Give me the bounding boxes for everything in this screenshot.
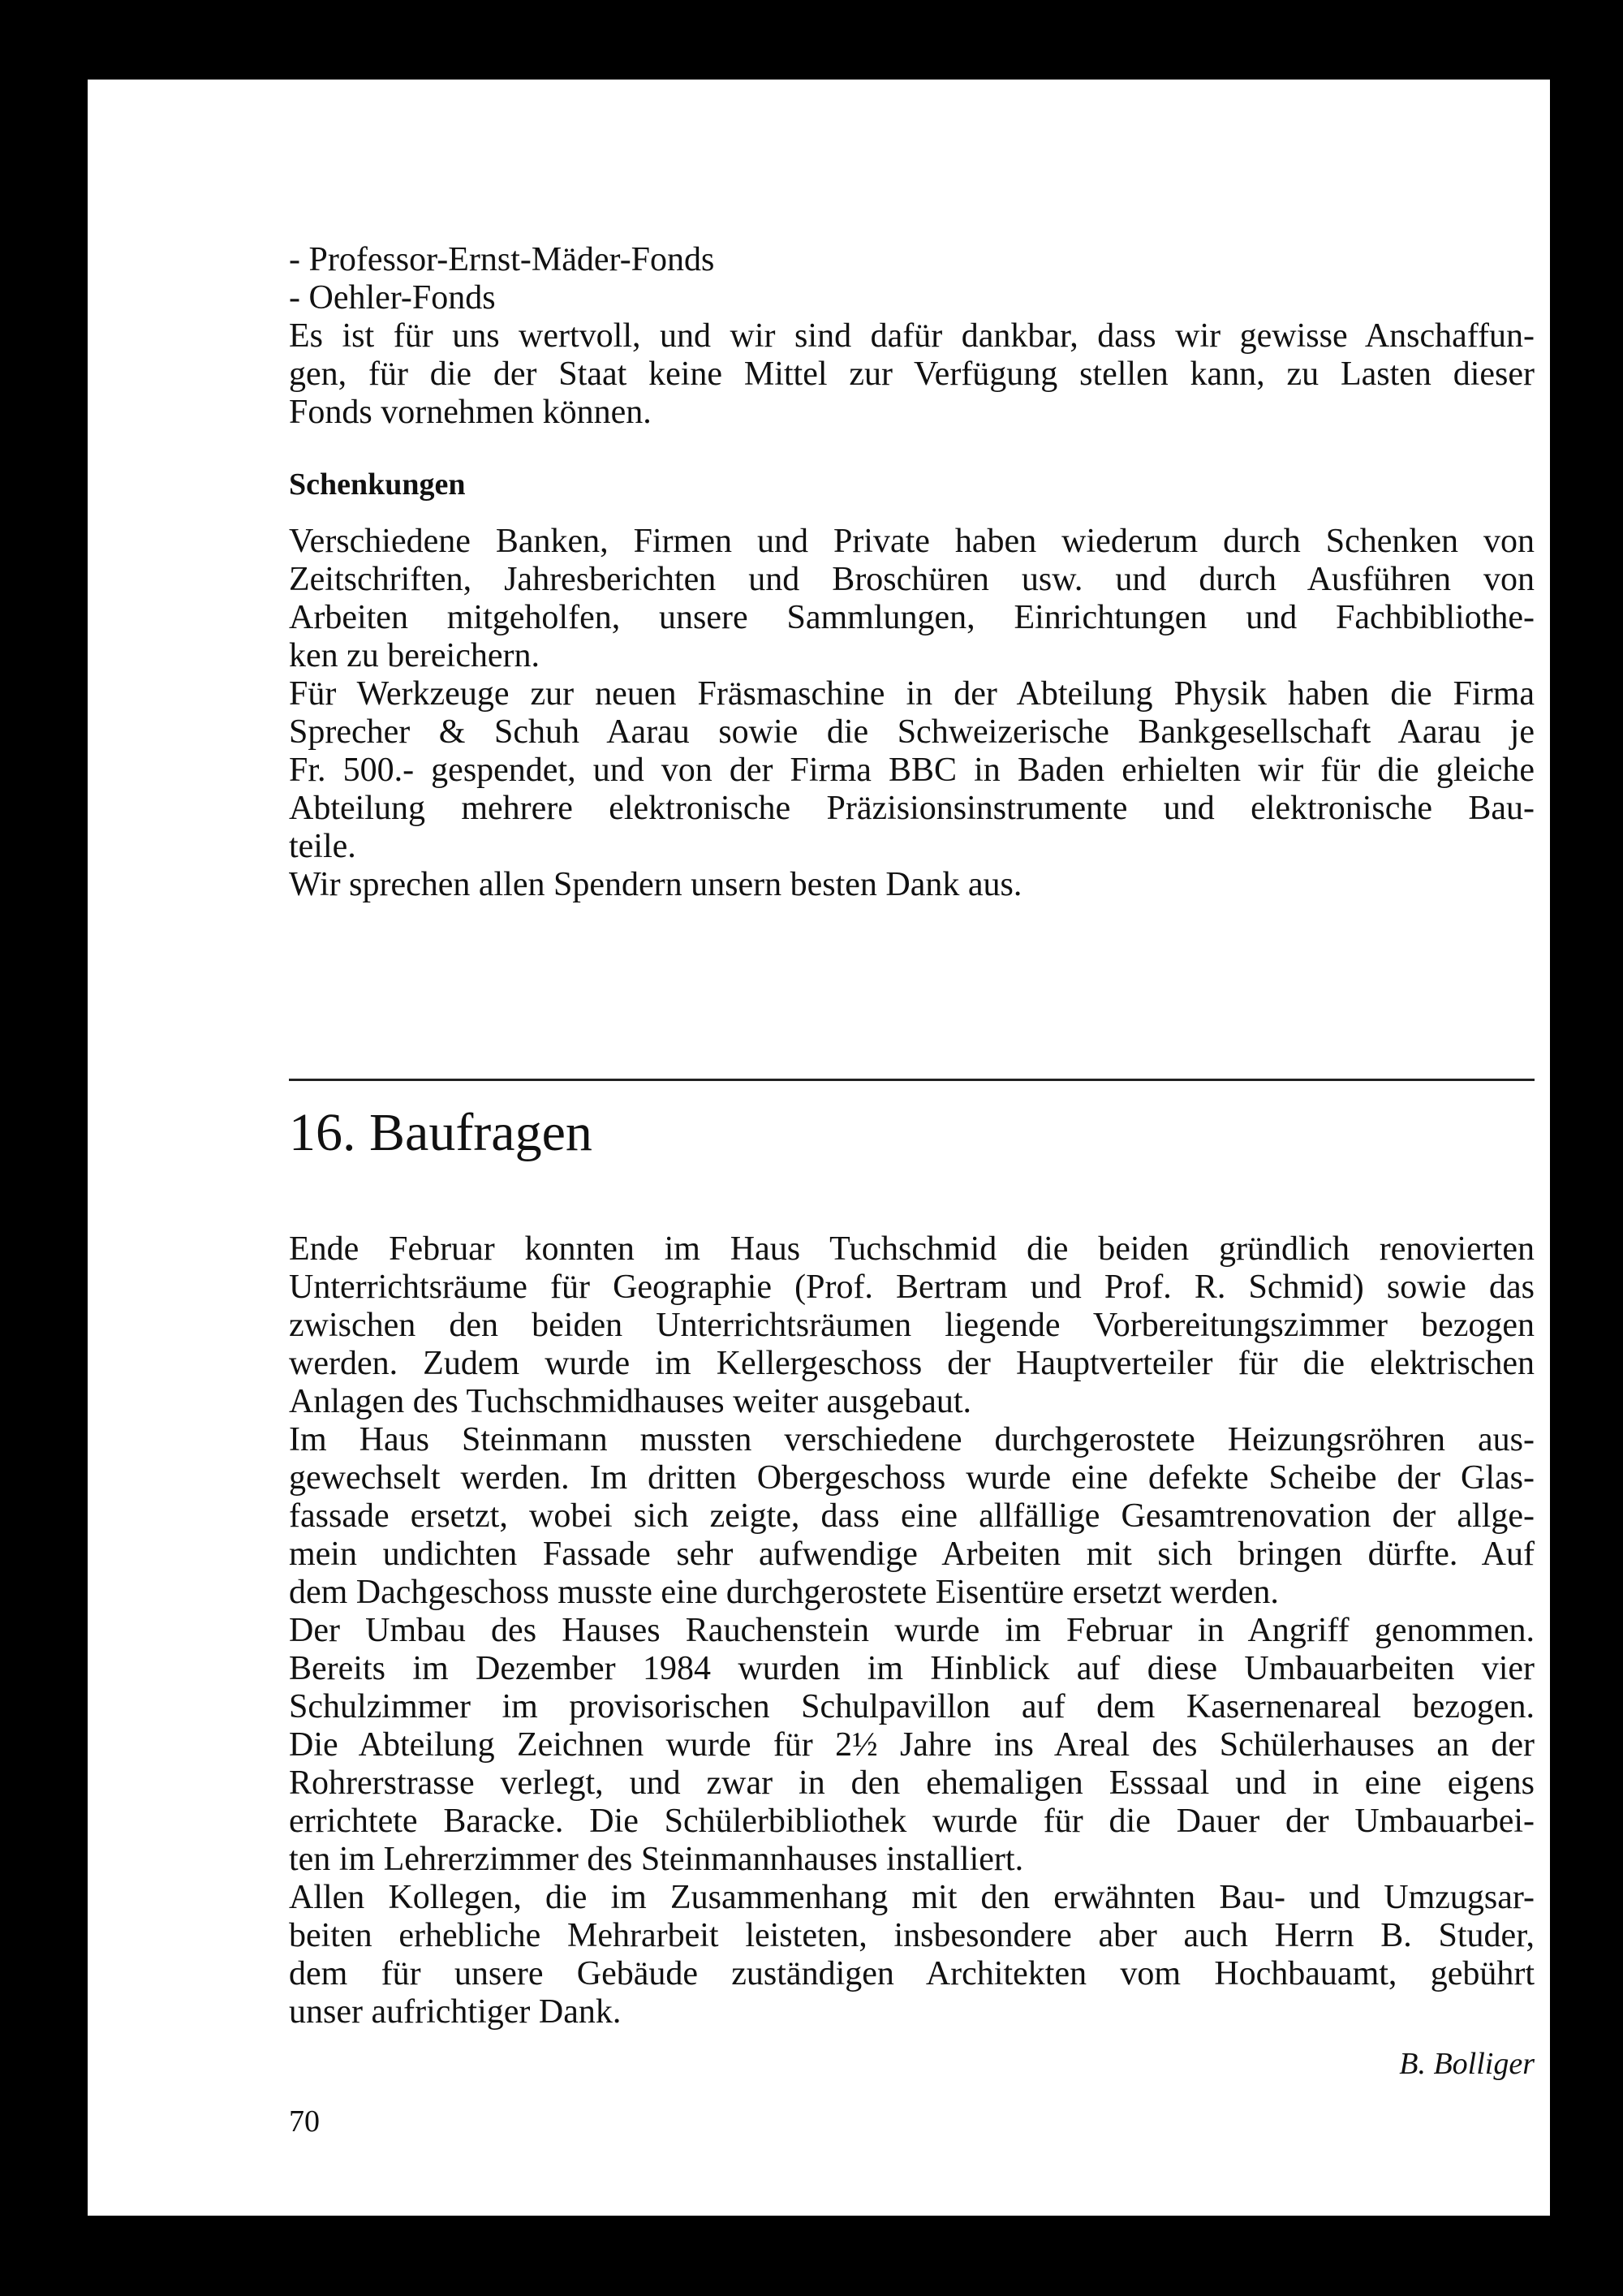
- paragraph-line: Der Umbau des Hauses Rauchenstein wurde im Februar in Angriff genommen.: [289, 1612, 1535, 1649]
- paragraph-line: zwischen den beiden Unterrichtsräumen liegende Vorbereitungszimmer bezogen: [289, 1307, 1535, 1344]
- paragraph-line: Ende Februar konnten im Haus Tuchschmid die beiden gründlich renovierten: [289, 1230, 1535, 1268]
- paragraph-line: Rohrerstrasse verlegt, und zwar in den ehemaligen Esssaal und in eine eigens: [289, 1764, 1535, 1802]
- paragraph-line: Die Abteilung Zeichnen wurde für 2½ Jahre ins Areal des Schülerhauses an der: [289, 1726, 1535, 1764]
- paragraph-line: Schulzimmer im provisorischen Schulpavillon auf dem Kasernenareal bezogen.: [289, 1688, 1535, 1725]
- paragraph-line: Fonds vornehmen können.: [289, 394, 652, 431]
- fonds-item: - Professor-Ernst-Mäder-Fonds: [289, 241, 715, 278]
- paragraph-line: mein undichten Fassade sehr aufwendige Arbeiten mit sich bringen dürfte. Auf: [289, 1536, 1535, 1573]
- paragraph-line: Allen Kollegen, die im Zusammenhang mit den erwähnten Bau- und Umzugsar-: [289, 1879, 1535, 1916]
- section-title: 16. Baufragen: [289, 1103, 592, 1162]
- paragraph-line: werden. Zudem wurde im Kellergeschoss der Hauptverteiler für die elektrischen: [289, 1345, 1535, 1382]
- section-divider: [289, 1079, 1535, 1081]
- paragraph-line: Verschiedene Banken, Firmen und Private haben wiederum durch Schenken von: [289, 523, 1535, 560]
- paragraph-line: Wir sprechen allen Spendern unsern besten Dank aus.: [289, 866, 1022, 903]
- fonds-item: - Oehler-Fonds: [289, 279, 496, 317]
- paragraph-line: Arbeiten mitgeholfen, unsere Sammlungen, Einrichtungen und Fachbibliothe-: [289, 599, 1535, 636]
- section-heading-schenkungen: Schenkungen: [289, 467, 466, 502]
- paragraph-line: fassade ersetzt, wobei sich zeigte, dass eine allfällige Gesamtrenovation der allge-: [289, 1497, 1535, 1535]
- paragraph-line: ten im Lehrerzimmer des Steinmannhauses installiert.: [289, 1841, 1024, 1878]
- paragraph-line: Abteilung mehrere elektronische Präzisionsinstrumente und elektronische Bau-: [289, 790, 1535, 827]
- page-number: 70: [289, 2104, 320, 2139]
- paragraph-line: Sprecher & Schuh Aarau sowie die Schweizerische Bankgesellschaft Aarau je: [289, 713, 1535, 751]
- paragraph-line: errichtete Baracke. Die Schülerbibliothek wurde für die Dauer der Umbauarbei-: [289, 1803, 1535, 1840]
- paragraph-line: gen, für die der Staat keine Mittel zur Verfügung stellen kann, zu Lasten dieser: [289, 355, 1535, 393]
- document-page: [88, 80, 1550, 2216]
- paragraph-line: Anlagen des Tuchschmidhauses weiter ausgebaut.: [289, 1383, 972, 1420]
- paragraph-line: dem Dachgeschoss musste eine durchgerostete Eisentüre ersetzt werden.: [289, 1574, 1279, 1611]
- paragraph-line: Zeitschriften, Jahresberichten und Broschüren usw. und durch Ausführen von: [289, 561, 1535, 598]
- paragraph-line: ken zu bereichern.: [289, 637, 540, 674]
- paragraph-line: Es ist für uns wertvoll, und wir sind dafür dankbar, dass wir gewisse Anschaffun-: [289, 317, 1535, 355]
- paragraph-line: dem für unsere Gebäude zuständigen Architekten vom Hochbauamt, gebührt: [289, 1955, 1535, 1992]
- paragraph-line: Fr. 500.- gespendet, und von der Firma BBC in Baden erhielten wir für die gleiche: [289, 752, 1535, 789]
- paragraph-line: Bereits im Dezember 1984 wurden im Hinblick auf diese Umbauarbeiten vier: [289, 1650, 1535, 1687]
- paragraph-line: beiten erhebliche Mehrarbeit leisteten, insbesondere aber auch Herrn B. Studer,: [289, 1917, 1535, 1954]
- paragraph-line: teile.: [289, 828, 356, 865]
- paragraph-line: Unterrichtsräume für Geographie (Prof. Bertram und Prof. R. Schmid) sowie das: [289, 1269, 1535, 1306]
- paragraph-line: unser aufrichtiger Dank.: [289, 1993, 622, 2031]
- paragraph-line: Für Werkzeuge zur neuen Fräsmaschine in der Abteilung Physik haben die Firma: [289, 675, 1535, 713]
- paragraph-line: Im Haus Steinmann mussten verschiedene durchgerostete Heizungsröhren aus-: [289, 1421, 1535, 1458]
- paragraph-line: gewechselt werden. Im dritten Obergeschoss wurde eine defekte Scheibe der Glas-: [289, 1459, 1535, 1497]
- author-signature: B. Bolliger: [1399, 2047, 1535, 2081]
